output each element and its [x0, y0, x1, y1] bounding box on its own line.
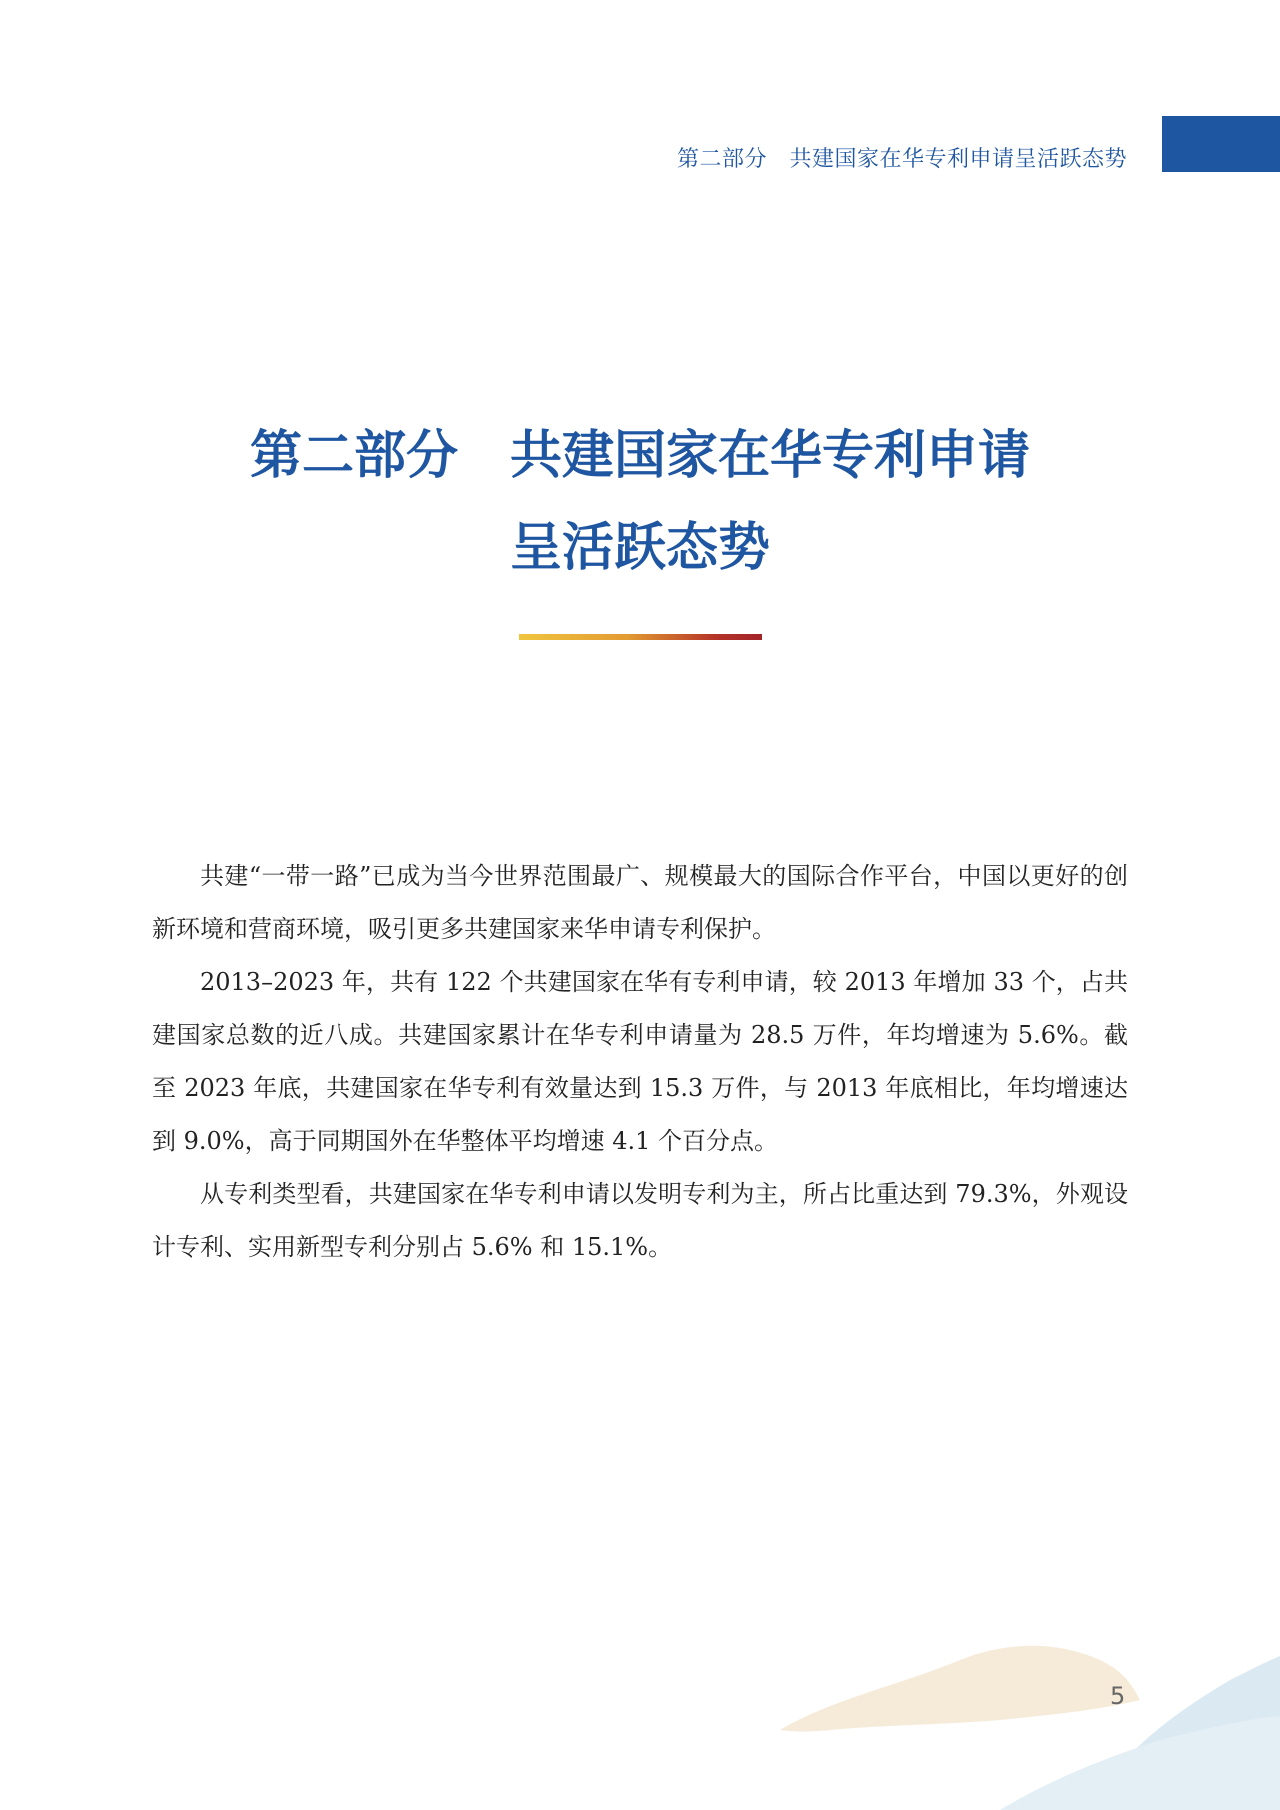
- page-number: 5: [1110, 1682, 1126, 1710]
- paragraph-3: 从专利类型看，共建国家在华专利申请以发明专利为主，所占比重达到 79.3%，外观设计专利、实用新型专利分别占 5.6% 和 15.1%。: [152, 1180, 1128, 1261]
- chapter-title: [0, 410, 1280, 594]
- chapter-title-line-1: 第二部分 共建国家在华专利申请: [249, 425, 1030, 486]
- wave-blue-lower: [1000, 1716, 1280, 1810]
- corner-tab: [1162, 116, 1280, 172]
- wave-cream: [780, 1646, 1140, 1732]
- decorative-waves: [0, 1590, 1280, 1810]
- paragraph-1: 共建“一带一路”已成为当今世界范围最广、规模最大的国际合作平台，中国以更好的创新环境和营商环境，吸引更多共建国家来华申请专利保护。: [152, 862, 1128, 943]
- body-text: [152, 850, 1128, 1274]
- title-rule: [519, 634, 762, 640]
- running-header: 第二部分 共建国家在华专利申请呈活跃态势: [676, 147, 1127, 172]
- paragraph-2: 2013–2023 年，共有 122 个共建国家在华有专利申请，较 2013 年增加 33 个，占共建国家总数的近八成。共建国家累计在华专利申请量为 28.5 万件，年均增速为 5.6%。截至 2023 年底，共建国家在华专利有效量达到 15.3 万件，与 2013 年底相比，年均增速达到 9.0%，高于同期国外在华整体平均增速 4.1 个百分点。: [152, 968, 1128, 1155]
- chapter-title-line-2: 呈活跃态势: [509, 517, 770, 578]
